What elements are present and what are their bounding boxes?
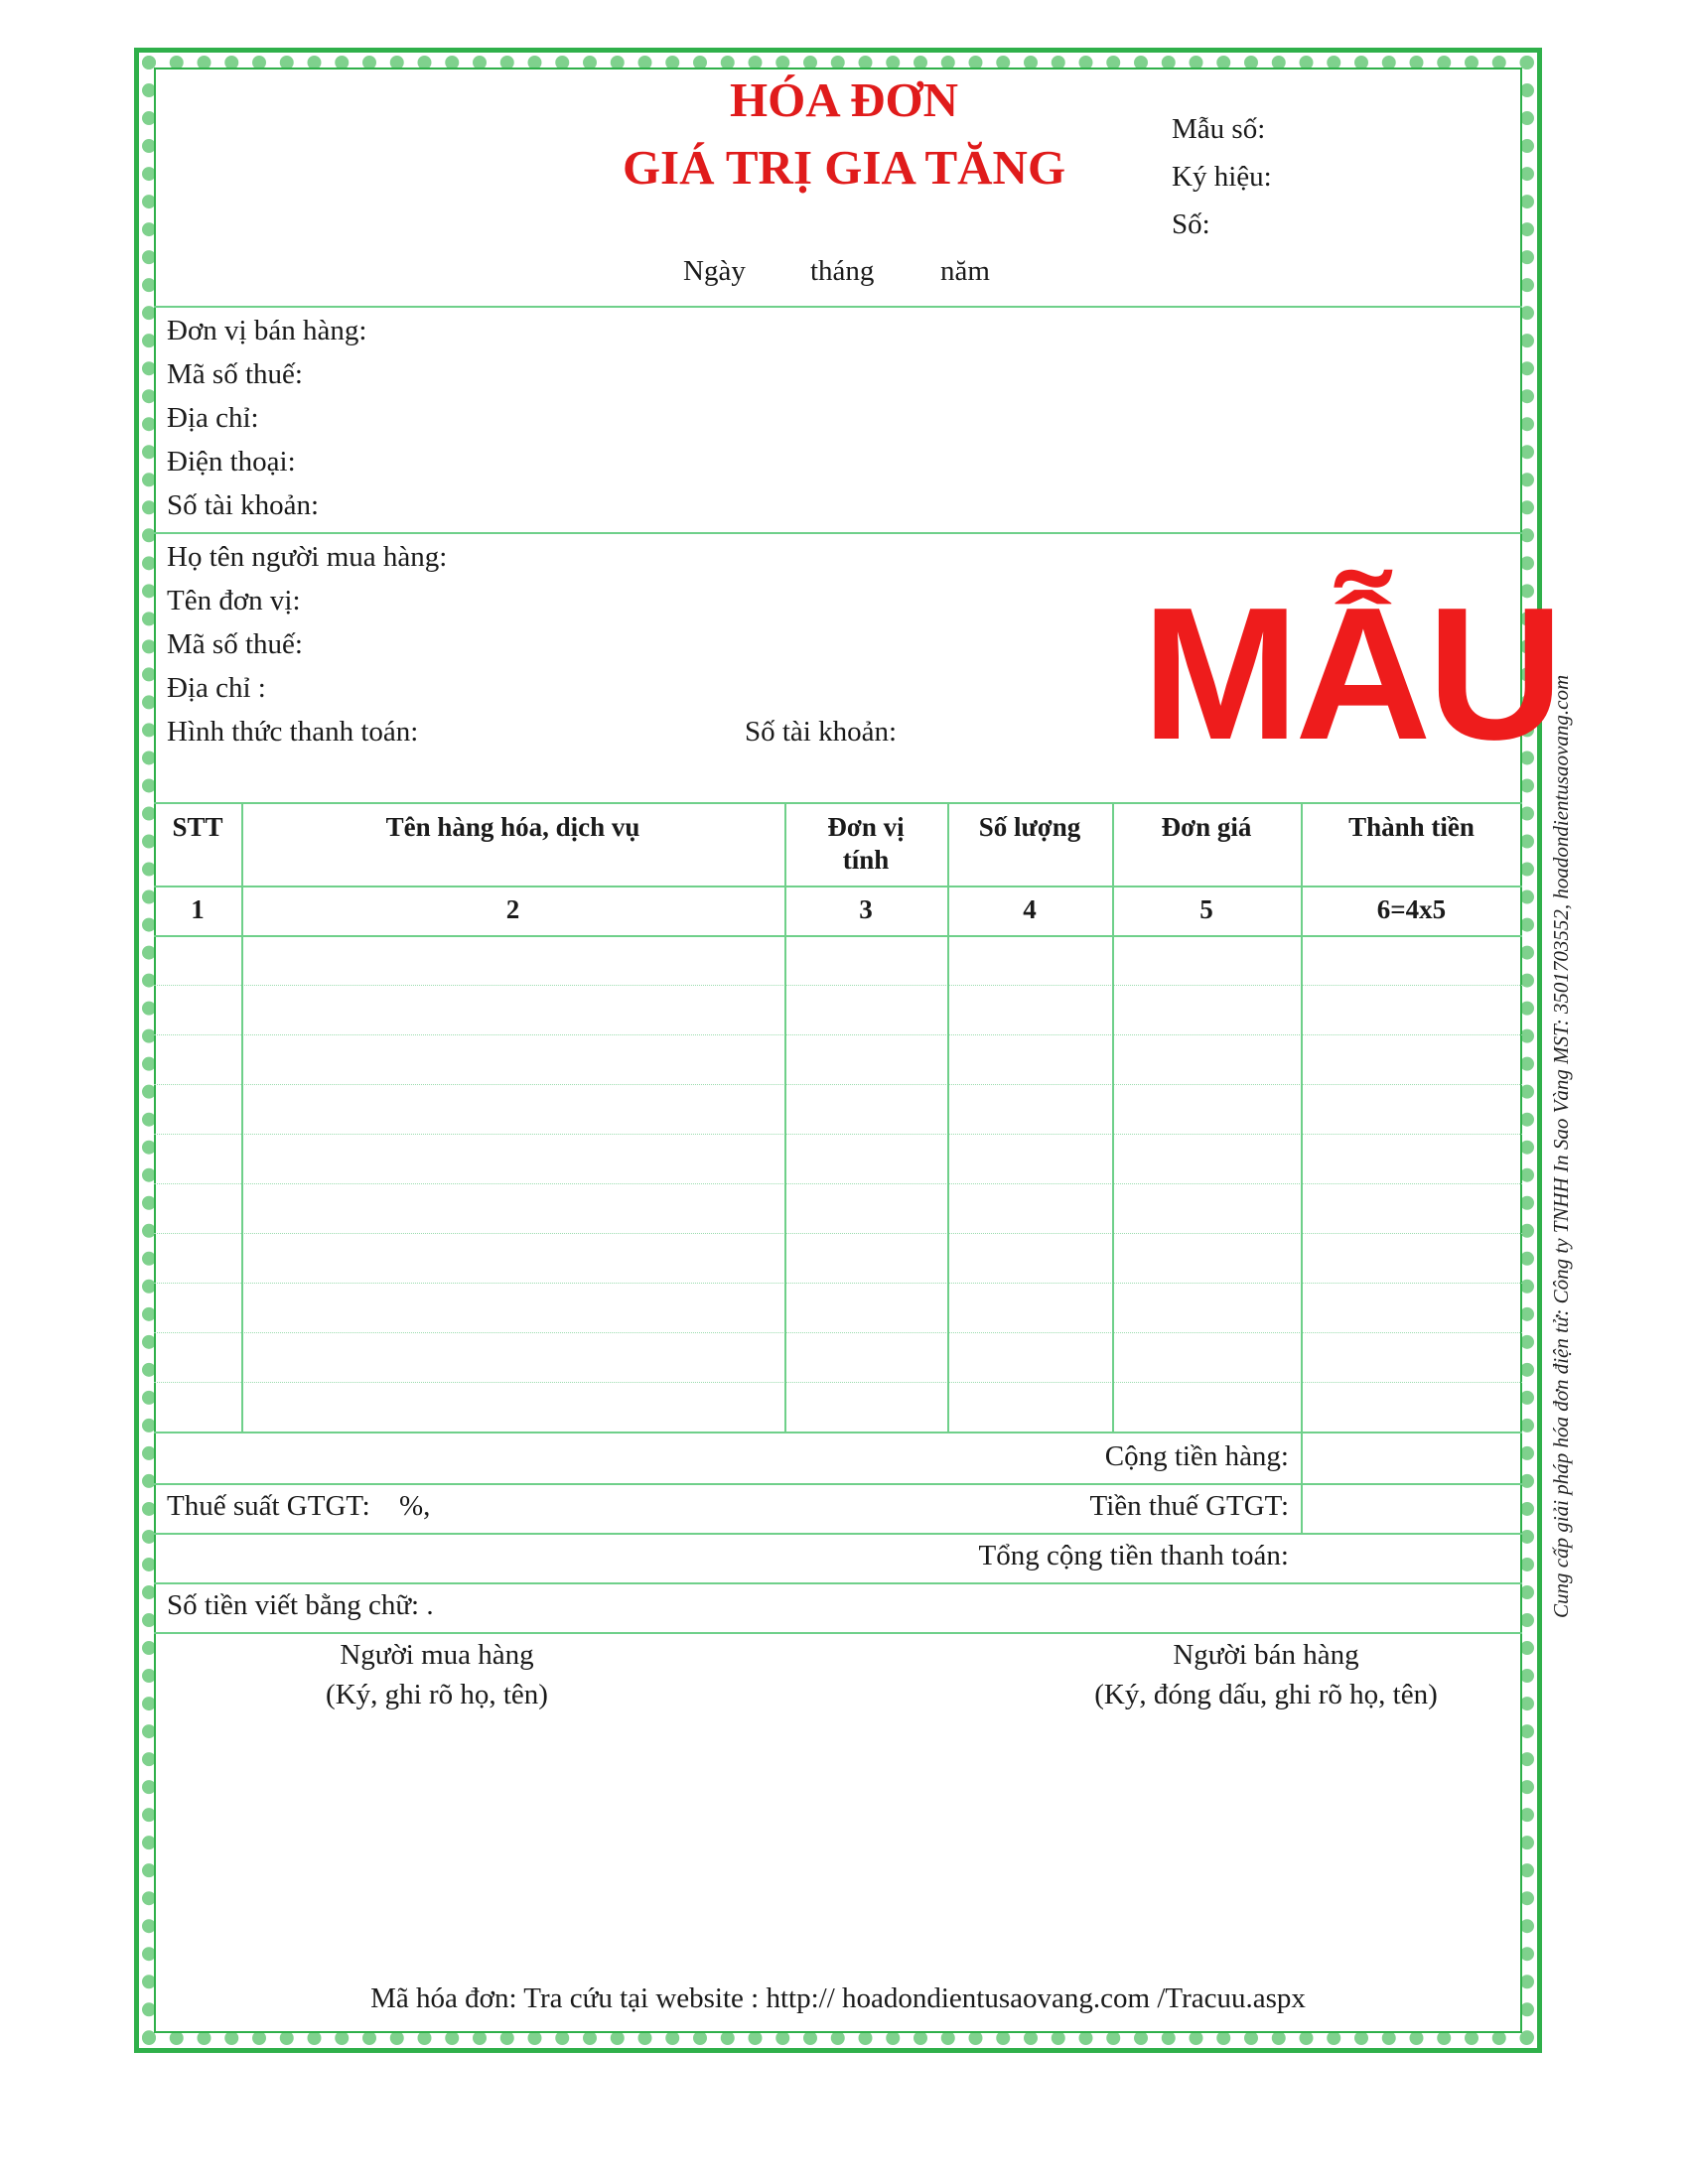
table-row-line: [154, 1283, 1522, 1284]
nam-label: năm: [940, 255, 990, 287]
thang-label: tháng: [810, 255, 875, 287]
divider-seller: [154, 532, 1522, 534]
header-unit-price: Đơn giá: [1161, 812, 1252, 842]
index-cell: 1: [191, 894, 205, 924]
table-row-line: [154, 985, 1522, 986]
table-row-line: [154, 1084, 1522, 1085]
seller-account-label: Số tài khoản:: [167, 489, 320, 521]
buyer-tax-label: Mã số thuế:: [167, 628, 303, 660]
header-amount: Thành tiền: [1348, 812, 1475, 842]
buyer-address-label: Địa chỉ :: [167, 672, 266, 704]
seller-signature-note: (Ký, đóng dấu, ghi rõ họ, tên): [1094, 1679, 1438, 1710]
table-bottom-line: [154, 1432, 1522, 1433]
table-index-line: [154, 935, 1522, 937]
table-row-line: [154, 1134, 1522, 1135]
table-row-line: [154, 1382, 1522, 1383]
index-cell: 2: [505, 894, 520, 924]
index-cell: 3: [859, 894, 873, 924]
header-quantity: Số lượng: [978, 812, 1081, 842]
table-row-line: [154, 1034, 1522, 1035]
vat-rate-label: Thuế suất GTGT:: [167, 1490, 370, 1522]
seller-signature-title: Người bán hàng: [1173, 1639, 1359, 1671]
buyer-account-label: Số tài khoản:: [745, 716, 898, 748]
header-unit-line1: Đơn vị: [827, 812, 905, 842]
index-cell: 5: [1199, 894, 1213, 924]
buyer-unit-label: Tên đơn vị:: [167, 585, 301, 616]
header-unit-line2: tính: [842, 845, 890, 875]
title-line-1: HÓA ĐƠN: [729, 72, 959, 127]
buyer-signature-title: Người mua hàng: [340, 1639, 534, 1671]
buyer-signature-note: (Ký, ghi rõ họ, tên): [326, 1679, 548, 1710]
ky-hieu-label: Ký hiệu:: [1172, 161, 1272, 193]
payment-method-label: Hình thức thanh toán:: [167, 716, 419, 748]
divider-subtotal: [154, 1483, 1522, 1485]
table-header-line: [154, 886, 1522, 887]
divider-words: [154, 1632, 1522, 1634]
table-row-line: [154, 1332, 1522, 1333]
header-product: Tên hàng hóa, dịch vụ: [385, 812, 640, 842]
seller-name-label: Đơn vị bán hàng:: [167, 315, 367, 346]
table-row-line: [154, 1183, 1522, 1184]
divider-vat: [154, 1533, 1522, 1535]
ngay-label: Ngày: [683, 255, 746, 287]
title-line-2: GIÁ TRỊ GIA TĂNG: [622, 140, 1066, 195]
invoice-sheet: [154, 68, 1522, 2033]
subtotal-label: Cộng tiền hàng:: [1104, 1440, 1289, 1472]
seller-address-label: Địa chỉ:: [167, 402, 259, 434]
divider-total: [154, 1582, 1522, 1584]
so-label: Số:: [1172, 208, 1210, 240]
vendor-side-note: Cung cấp giải pháp hóa đơn điện tử: Công ty TNHH In Sao Vàng MST: 3501703552, hoadondientusaovang.com: [1549, 674, 1573, 1618]
amount-in-words-label: Số tiền viết bằng chữ: .: [167, 1589, 434, 1621]
header-stt: STT: [172, 812, 223, 842]
vat-amount-label: Tiền thuế GTGT:: [1089, 1490, 1289, 1522]
buyer-name-label: Họ tên người mua hàng:: [167, 541, 448, 573]
table-top-line: [154, 802, 1522, 804]
sample-stamp: MẪU: [1142, 569, 1560, 779]
table-row-line: [154, 1233, 1522, 1234]
mau-so-label: Mẫu số:: [1172, 113, 1266, 145]
divider-header: [154, 306, 1522, 308]
grand-total-label: Tổng cộng tiền thanh toán:: [978, 1540, 1289, 1571]
invoice-lookup-note: Mã hóa đơn: Tra cứu tại website : http:// hoadondientusaovang.com /Tracuu.aspx: [370, 1982, 1306, 2014]
index-cell: 4: [1023, 894, 1037, 924]
vat-percent: %,: [399, 1490, 431, 1522]
seller-tax-label: Mã số thuế:: [167, 358, 303, 390]
index-cell: 6=4x5: [1376, 894, 1447, 924]
seller-phone-label: Điện thoại:: [167, 446, 296, 478]
